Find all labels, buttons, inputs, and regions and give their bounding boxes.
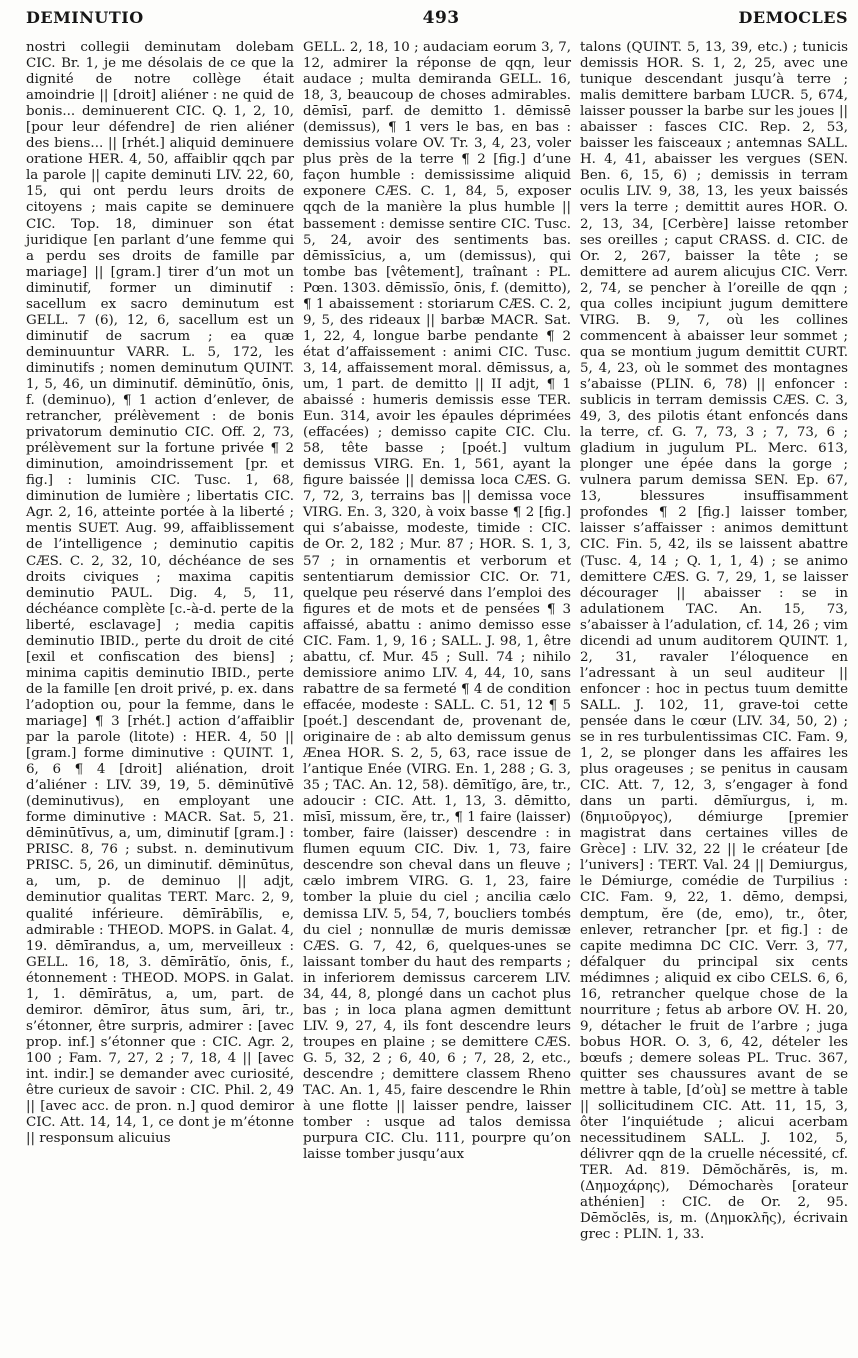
page-number: 493 bbox=[422, 8, 460, 28]
column-left bbox=[26, 40, 294, 1244]
column-middle bbox=[303, 40, 571, 1244]
column-text: nostri collegii deminutam dolebam CIC. Br. 1, je me désolais de ce que la dignité de notre collège était amoindrie || [droit] aliéner : ne quid de bonis... deminuerent CIC. Q. 1, 2, 10, [pour leur défendre] de rien aliéner des biens... || [rhét.] aliquid deminuere oratione HER. 4, 50, affaiblir qqch par la parole || capite deminuti LIV. 22, 60, 15, qui ont perdu leurs droits de citoyens ; mais capite se deminuere CIC. Top. 18, diminuer son état juridique [en parlant d’une femme qui a perdu ses droits de famille par mariage] || [gram.] tirer d’un mot un diminutif, former un diminutif : sacellum ex sacro deminutum est GELL. 7 (6), 12, 6, sacellum est un diminutif de sacrum ; ea quæ deminuuntur VARR. L. 5, 172, les diminutifs ; nomen deminutum QUINT. 1, 5, 46, un diminutif. dēminūtĭo, ōnis, f. (deminuo), ¶ 1 action d’enlever, de retrancher, prélèvement : de bonis privatorum deminutio CIC. Off. 2, 73, prélèvement sur la fortune privée ¶ 2 diminution, amoindrissement [pr. et fig.] : luminis CIC. Tusc. 1, 68, diminution de lumière ; libertatis CIC. Agr. 2, 16, atteinte portée à la liberté ; mentis SUET. Aug. 99, affaiblissement de l’intelligence ; deminutio capitis CÆS. C. 2, 32, 10, déchéance de ses droits civiques ; maxima capitis deminutio PAUL. Dig. 4, 5, 11, déchéance complète [c.-à-d. perte de la liberté, esclavage] ; media capitis deminutio IBID., perte du droit de cité [exil et confiscation des biens] ; minima capitis deminutio IBID., perte de la famille [en droit privé, p. ex. dans l’adoption ou, pour la femme, dans le mariage] ¶ 3 [rhét.] action d’affaiblir par la parole (litote) : HER. 4, 50 || [gram.] forme diminutive : QUINT. 1, 6, 6 ¶ 4 [droit] aliénation, droit d’aliéner : LIV. 39, 19, 5. dēminūtīvē (deminutivus), en employant une forme diminutive : MACR. Sat. 5, 21. dēminūtīvus, a, um, diminutif [gram.] : PRISC. 8, 76 ; subst. n. deminutivum PRISC. 5, 26, un diminutif. dēminūtus, a, um, p. de deminuo || adjt, deminutior qualitas TERT. Marc. 2, 9, qualité inférieure. dēmīrābĭlis, e, admirable : THEOD. MOPS. in Galat. 4, 19. dēmīrandus, a, um, merveilleux : GELL. 16, 18, 3. dēmīrātĭo, ōnis, f., étonnement : THEOD. MOPS. in Galat. 1, 1. dēmīrātus, a, um, part. de demiror. dēmīror, ātus sum, āri, tr., s’étonner, être surpris, admirer : [avec prop. inf.] s’étonner que : CIC. Agr. 2, 100 ; Fam. 7, 27, 2 ; 7, 18, 4 || [avec int. indir.] se demander avec curiosité, être curieux de savoir : CIC. Phil. 2, 49 || [avec acc. de pron. n.] quod demiror CIC. Att. 14, 14, 1, ce dont je m’étonne || responsum alicuius bbox=[26, 40, 295, 1147]
column-right bbox=[580, 40, 848, 1244]
running-header bbox=[26, 8, 848, 40]
column-text: GELL. 2, 18, 10 ; audaciam eorum 3, 7, 12, admirer la réponse de qqn, leur audace ; multa demiranda GELL. 16, 18, 3, beaucoup de choses admirables. dēmīsī, parf. de demitto 1. dēmissē (demissus), ¶ 1 vers le bas, en bas : demissius volare OV. Tr. 3, 4, 23, voler plus près de la terre ¶ 2 [fig.] d’une façon humble : demississime aliquid exponere CÆS. C. 1, 84, 5, exposer qqch de la manière la plus humble || bassement : demisse sentire CIC. Tusc. 5, 24, avoir des sentiments bas. dēmissīcius, a, um (demissus), qui tombe bas [vêtement], traînant : PL. Pœn. 1303. dēmissĭo, ōnis, f. (demitto), ¶ 1 abaissement : storiarum CÆS. C. 2, 9, 5, des rideaux || barbæ MACR. Sat. 1, 22, 4, longue barbe pendante ¶ 2 état d’affaissement : animi CIC. Tusc. 3, 14, affaissement moral. dēmissus, a, um, 1 part. de demitto || II adjt, ¶ 1 abaissé : humeris demissis esse TER. Eun. 314, avoir les épaules déprimées (effacées) ; demisso capite CIC. Clu. 58, tête basse ; [poét.] vultum demissus VIRG. En. 1, 561, ayant la figure baissée || demissa loca CÆS. G. 7, 72, 3, terrains bas || demissa voce VIRG. En. 3, 320, à voix basse ¶ 2 [fig.] qui s’abaisse, modeste, timide : CIC. de Or. 2, 182 ; Mur. 87 ; HOR. S. 1, 3, 57 ; in ornamentis et verborum et sententiarum demissior CIC. Or. 71, quelque peu réservé dans l’emploi des figures et de mots et de pensées ¶ 3 affaissé, abattu : animo demisso esse CIC. Fam. 1, 9, 16 ; SALL. J. 98, 1, être abattu, cf. Mur. 45 ; Sull. 74 ; nihilo demissiore animo LIV. 4, 44, 10, sans rabattre de sa fermeté ¶ 4 de condition effacée, modeste : SALL. C. 51, 12 ¶ 5 [poét.] descendant de, provenant de, originaire de : ab alto demissum genus Ænea HOR. S. 2, 5, 63, race issue de l’antique Enée (VIRG. En. 1, 288 ; G. 3, 35 ; TAC. An. 12, 58). dēmītĭgo, āre, tr., adoucir : CIC. Att. 1, 13, 3. dēmitto, mīsī, missum, ĕre, tr., ¶ 1 faire (laisser) tomber, faire (laisser) descendre : in flumen equum CIC. Div. 1, 73, faire descendre son cheval dans un fleuve ; cælo imbrem VIRG. G. 1, 23, faire tomber la pluie du ciel ; ancilia cælo demissa LIV. 5, 54, 7, boucliers tombés du ciel ; nonnullæ de muris demissæ CÆS. G. 7, 42, 6, quelques-unes se laissant tomber du haut des remparts ; in inferiorem demissus carcerem LIV. 34, 44, 8, plongé dans un cachot plus bas ; in loca plana agmen demittunt LIV. 9, 27, 4, ils font descendre leurs troupes en plaine ; se demittere CÆS. G. 5, 32, 2 ; 6, 40, 6 ; 7, 28, 2, etc., descendre ; demittere classem Rheno TAC. An. 1, 45, faire descendre le Rhin à une flotte || laisser pendre, laisser tomber : usque ad talos demissa purpura CIC. Clu. 111, pourpre qu’on laisse tomber jusqu’aux bbox=[303, 40, 571, 1163]
text-columns bbox=[26, 40, 848, 1244]
header-last-entry: DEMOCLES bbox=[738, 8, 848, 27]
column-text: talons (QUINT. 5, 13, 39, etc.) ; tunicis demissis HOR. S. 1, 2, 25, avec une tunique descendant jusqu’à terre ; malis demittere barbam LUCR. 5, 674, laisser pousser la barbe sur les joues || abaisser : fasces CIC. Rep. 2, 53, baisser les faisceaux ; antemnas SALL. H. 4, 41, abaisser les vergues (SEN. Ben. 6, 15, 6) ; demissis in terram oculis LIV. 9, 38, 13, les yeux baissés vers la terre ; demittit aures HOR. O. 2, 13, 34, [Cerbère] laisse retomber ses oreilles ; caput CRASS. d. CIC. de Or. 2, 267, baisser la tête ; se demittere ad aurem alicujus CIC. Verr. 2, 74, se pencher à l’oreille de qqn ; qua colles incipiunt jugum demittere VIRG. B. 9, 7, où les collines commencent à abaisser leur sommet ; qua se montium jugum demittit CURT. 5, 4, 23, où le sommet des montagnes s’abaisse (PLIN. 6, 78) || enfoncer : sublicis in terram demissis CÆS. C. 3, 49, 3, des pilotis étant enfoncés dans la terre, cf. G. 7, 73, 3 ; 7, 73, 6 ; gladium in jugulum PL. Merc. 613, plonger une épée dans la gorge ; vulnera parum demissa SEN. Ep. 67, 13, blessures insuffisamment profondes ¶ 2 [fig.] laisser tomber, laisser s’affaisser : animos demittunt CIC. Fin. 5, 42, ils se laissent abattre (Tusc. 4, 14 ; Q. 1, 1, 4) ; se animo demittere CÆS. G. 7, 29, 1, se laisser décourager || abaisser : se in adulationem TAC. An. 15, 73, s’abaisser à l’adulation, cf. 14, 26 ; vim dicendi ad unum auditorem QUINT. 1, 2, 31, ravaler l’éloquence en l’adressant à un seul auditeur || enfoncer : hoc in pectus tuum demitte SALL. J. 102, 11, grave-toi cette pensée dans le cœur (LIV. 34, 50, 2) ; se in res turbulentissimas CIC. Fam. 9, 1, 2, se plonger dans les affaires les plus orageuses ; se penitus in causam CIC. Att. 7, 12, 3, s’engager à fond dans un parti. dēmĭurgus, i, m. (δημιοῦργος), démiurge [premier magistrat dans certaines villes de Grèce] : LIV. 32, 22 || le créateur [de l’univers] : TERT. Val. 24 || Demiurgus, le Démiurge, comédie de Turpilius : CIC. Fam. 9, 22, 1. dēmo, dempsi, demptum, ĕre (de, emo), tr., ôter, enlever, retrancher [pr. et fig.] : de capite medimna DC CIC. Verr. 3, 77, défalquer du principal six cents médimnes ; aliquid ex cibo CELS. 6, 6, 16, retrancher quelque chose de la nourriture ; fetus ab arbore OV. H. 20, 9, détacher le fruit de l’arbre ; juga bobus HOR. O. 3, 6, 42, dételer les bœufs ; demere soleas PL. Truc. 367, quitter ses chaussures avant de se mettre à table, [d’où] se mettre à table || sollicitudinem CIC. Att. 11, 15, 3, ôter l’inquiétude ; alicui acerbam necessitudinem SALL. J. 102, 5, délivrer qqn de la cruelle nécessité, cf. TER. Ad. 819. Dēmŏchărēs, is, m. (Δημοχάρης), Démocharès [orateur athénien] : CIC. de Or. 2, 95. Dēmŏclēs, is, m. (Δημοκλῆς), écrivain grec : PLIN. 1, 33. bbox=[580, 40, 848, 1243]
header-first-entry: DEMINUTIO bbox=[26, 8, 144, 27]
